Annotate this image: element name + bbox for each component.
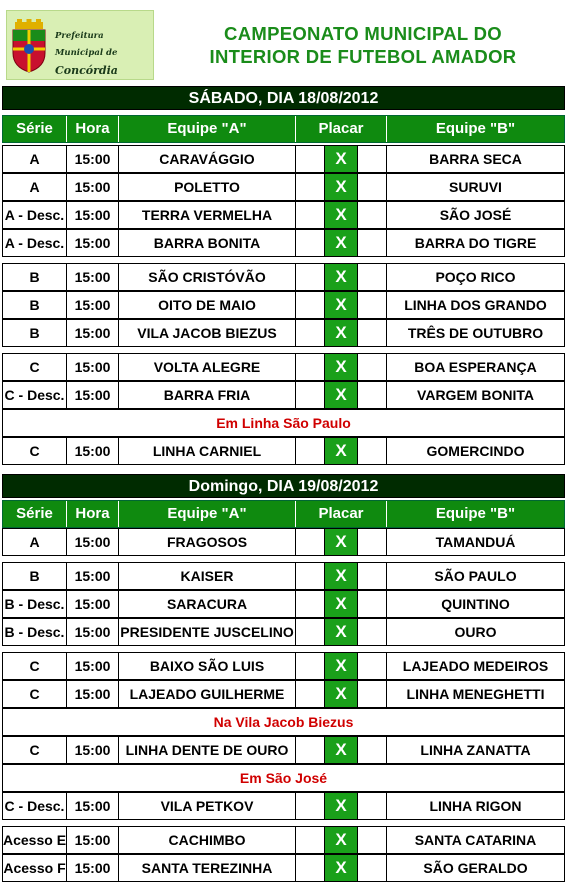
- score-b-cell: [358, 619, 387, 645]
- serie-cell: B: [3, 320, 67, 346]
- score-b-cell: [358, 354, 387, 380]
- equipe-b-cell: LAJEADO MEDEIROS: [402, 658, 549, 674]
- column-header-placar: Placar: [296, 501, 387, 527]
- match-row: [2, 173, 565, 201]
- score-b-cell: [358, 292, 387, 318]
- score-separator: X: [325, 146, 358, 172]
- equipe-b-cell: SANTA CATARINA: [414, 832, 537, 848]
- column-header-equipe-a: Equipe "A": [119, 501, 296, 527]
- serie-cell: C: [3, 438, 67, 464]
- serie-cell: C: [3, 681, 67, 707]
- hora-cell: 15:00: [67, 591, 119, 617]
- score-a-cell: [296, 619, 325, 645]
- serie-cell: A: [3, 174, 67, 200]
- match-row: [2, 437, 565, 465]
- column-header-hora: Hora: [67, 116, 119, 142]
- score-a-cell: [296, 591, 325, 617]
- score-separator: X: [325, 202, 358, 228]
- equipe-a-cell: VOLTA ALEGRE: [119, 354, 296, 380]
- equipe-a-cell: SANTA TEREZINHA: [119, 855, 296, 881]
- serie-cell: B: [3, 292, 67, 318]
- hora-cell: 15:00: [67, 563, 119, 589]
- score-separator: X: [325, 292, 358, 318]
- score-a-cell: [296, 382, 325, 408]
- score-a-cell: [296, 174, 325, 200]
- match-row: [2, 145, 565, 173]
- column-header-equipe-b: Equipe "B": [435, 120, 516, 137]
- page-title: [158, 22, 567, 68]
- hora-cell: 15:00: [67, 681, 119, 707]
- hora-cell: 15:00: [67, 264, 119, 290]
- hora-cell: 15:00: [67, 529, 119, 555]
- serie-cell: B - Desc.: [3, 591, 67, 617]
- serie-cell: A: [3, 146, 67, 172]
- hora-cell: 15:00: [67, 619, 119, 645]
- equipe-a-cell: OITO DE MAIO: [119, 292, 296, 318]
- score-separator: X: [325, 264, 358, 290]
- equipe-b-cell: SÃO PAULO: [434, 568, 517, 584]
- score-a-cell: [296, 653, 325, 679]
- score-b-cell: [358, 529, 387, 555]
- prefeitura-logo: [6, 10, 154, 80]
- serie-cell: Acesso F: [3, 855, 67, 881]
- title-line-1: CAMPEONATO MUNICIPAL DO: [224, 23, 502, 44]
- equipe-a-cell: POLETTO: [119, 174, 296, 200]
- equipe-b-cell: LINHA ZANATTA: [420, 742, 531, 758]
- equipe-b-cell: LINHA MENEGHETTI: [406, 686, 545, 702]
- match-row: [2, 590, 565, 618]
- score-separator: X: [325, 174, 358, 200]
- equipe-a-cell: CARAVÁGGIO: [119, 146, 296, 172]
- score-b-cell: [358, 653, 387, 679]
- match-row: [2, 528, 565, 556]
- venue-note: Em Linha São Paulo: [2, 409, 565, 437]
- equipe-b-cell: QUINTINO: [441, 596, 510, 612]
- score-b-cell: [358, 737, 387, 763]
- match-row: [2, 618, 565, 646]
- equipe-a-cell: LINHA DENTE DE OURO: [119, 737, 296, 763]
- page-header: [0, 0, 567, 86]
- column-header-serie: Série: [3, 501, 67, 527]
- column-header-placar: Placar: [296, 116, 387, 142]
- score-a-cell: [296, 292, 325, 318]
- column-header-equipe-b: Equipe "B": [435, 505, 516, 522]
- score-a-cell: [296, 202, 325, 228]
- equipe-a-cell: FRAGOSOS: [119, 529, 296, 555]
- hora-cell: 15:00: [67, 855, 119, 881]
- serie-cell: C - Desc.: [3, 793, 67, 819]
- equipe-b-cell: OURO: [454, 624, 497, 640]
- score-separator: X: [325, 653, 358, 679]
- score-separator: X: [325, 354, 358, 380]
- hora-cell: 15:00: [67, 354, 119, 380]
- equipe-b-cell: VARGEM BONITA: [417, 387, 534, 403]
- serie-cell: C: [3, 737, 67, 763]
- hora-cell: 15:00: [67, 202, 119, 228]
- match-row: [2, 319, 565, 347]
- equipe-a-cell: BARRA FRIA: [119, 382, 296, 408]
- equipe-b-cell: LINHA DOS GRANDO: [404, 297, 547, 313]
- hora-cell: 15:00: [67, 146, 119, 172]
- match-row: [2, 353, 565, 381]
- column-header-hora: Hora: [67, 501, 119, 527]
- score-b-cell: [358, 146, 387, 172]
- title-line-2: INTERIOR DE FUTEBOL AMADOR: [209, 46, 517, 67]
- score-b-cell: [358, 681, 387, 707]
- score-b-cell: [358, 438, 387, 464]
- equipe-a-cell: VILA PETKOV: [119, 793, 296, 819]
- serie-cell: Acesso E: [3, 827, 67, 853]
- serie-cell: A - Desc.: [3, 230, 67, 256]
- hora-cell: 15:00: [67, 292, 119, 318]
- equipe-b-cell: BOA ESPERANÇA: [414, 359, 537, 375]
- equipe-b-cell: LINHA RIGON: [429, 798, 522, 814]
- hora-cell: 15:00: [67, 827, 119, 853]
- score-separator: X: [325, 529, 358, 555]
- score-a-cell: [296, 320, 325, 346]
- match-row: [2, 291, 565, 319]
- hora-cell: 15:00: [67, 230, 119, 256]
- match-row: [2, 854, 565, 882]
- score-separator: X: [325, 681, 358, 707]
- logo-line-1: Prefeitura Municipal de: [55, 31, 118, 58]
- equipe-b-cell: GOMERCINDO: [426, 443, 525, 459]
- logo-line-2: Concórdia: [55, 64, 118, 77]
- venue-note: Em São José: [2, 764, 565, 792]
- score-b-cell: [358, 855, 387, 881]
- hora-cell: 15:00: [67, 174, 119, 200]
- hora-cell: 15:00: [67, 737, 119, 763]
- equipe-a-cell: CACHIMBO: [119, 827, 296, 853]
- match-row: [2, 381, 565, 409]
- score-b-cell: [358, 320, 387, 346]
- equipe-b-cell: BARRA SECA: [429, 151, 522, 167]
- equipe-a-cell: SARACURA: [119, 591, 296, 617]
- score-separator: X: [325, 320, 358, 346]
- match-row: [2, 562, 565, 590]
- score-b-cell: [358, 591, 387, 617]
- serie-cell: C: [3, 653, 67, 679]
- score-a-cell: [296, 146, 325, 172]
- score-b-cell: [358, 563, 387, 589]
- match-row: [2, 680, 565, 708]
- hora-cell: 15:00: [67, 793, 119, 819]
- score-a-cell: [296, 563, 325, 589]
- column-header-row: [2, 500, 565, 528]
- match-row: [2, 263, 565, 291]
- serie-cell: B - Desc.: [3, 619, 67, 645]
- equipe-b-cell: SÃO GERALDO: [423, 860, 528, 876]
- equipe-a-cell: LAJEADO GUILHERME: [119, 681, 296, 707]
- equipe-b-cell: TAMANDUÁ: [435, 534, 516, 550]
- equipe-a-cell: LINHA CARNIEL: [119, 438, 296, 464]
- day-title: Domingo, DIA 19/08/2012: [2, 474, 565, 498]
- score-separator: X: [325, 382, 358, 408]
- hora-cell: 15:00: [67, 653, 119, 679]
- score-a-cell: [296, 264, 325, 290]
- column-header-row: [2, 115, 565, 143]
- score-separator: X: [325, 619, 358, 645]
- score-b-cell: [358, 827, 387, 853]
- score-a-cell: [296, 681, 325, 707]
- score-a-cell: [296, 855, 325, 881]
- column-header-serie: Série: [3, 116, 67, 142]
- equipe-b-cell: TRÊS DE OUTUBRO: [407, 325, 544, 341]
- score-separator: X: [325, 438, 358, 464]
- score-b-cell: [358, 382, 387, 408]
- match-row: [2, 792, 565, 820]
- score-a-cell: [296, 827, 325, 853]
- score-separator: X: [325, 591, 358, 617]
- score-a-cell: [296, 737, 325, 763]
- match-row: [2, 736, 565, 764]
- serie-cell: B: [3, 563, 67, 589]
- equipe-a-cell: SÃO CRISTÓVÃO: [119, 264, 296, 290]
- match-row: [2, 826, 565, 854]
- match-row: [2, 229, 565, 257]
- score-b-cell: [358, 174, 387, 200]
- equipe-a-cell: BAIXO SÃO LUIS: [119, 653, 296, 679]
- serie-cell: A: [3, 529, 67, 555]
- equipe-a-cell: TERRA VERMELHA: [119, 202, 296, 228]
- score-b-cell: [358, 230, 387, 256]
- serie-cell: B: [3, 264, 67, 290]
- hora-cell: 15:00: [67, 382, 119, 408]
- match-row: [2, 652, 565, 680]
- equipe-b-cell: SURUVI: [449, 179, 502, 195]
- score-separator: X: [325, 855, 358, 881]
- column-header-equipe-a: Equipe "A": [119, 116, 296, 142]
- equipe-a-cell: PRESIDENTE JUSCELINO: [119, 619, 296, 645]
- score-b-cell: [358, 264, 387, 290]
- equipe-b-cell: POÇO RICO: [435, 269, 516, 285]
- match-row: [2, 201, 565, 229]
- score-separator: X: [325, 563, 358, 589]
- score-a-cell: [296, 793, 325, 819]
- day-title: SÁBADO, DIA 18/08/2012: [2, 86, 565, 110]
- serie-cell: A - Desc.: [3, 202, 67, 228]
- score-b-cell: [358, 202, 387, 228]
- municipal-crest-icon: [11, 19, 47, 73]
- venue-note: Na Vila Jacob Biezus: [2, 708, 565, 736]
- equipe-a-cell: VILA JACOB BIEZUS: [119, 320, 296, 346]
- score-a-cell: [296, 438, 325, 464]
- serie-cell: C: [3, 354, 67, 380]
- score-a-cell: [296, 230, 325, 256]
- score-a-cell: [296, 354, 325, 380]
- score-a-cell: [296, 529, 325, 555]
- hora-cell: 15:00: [67, 320, 119, 346]
- hora-cell: 15:00: [67, 438, 119, 464]
- score-separator: X: [325, 827, 358, 853]
- equipe-a-cell: BARRA BONITA: [119, 230, 296, 256]
- equipe-b-cell: BARRA DO TIGRE: [414, 235, 537, 251]
- score-b-cell: [358, 793, 387, 819]
- score-separator: X: [325, 793, 358, 819]
- equipe-b-cell: SÃO JOSÉ: [439, 207, 512, 223]
- score-separator: X: [325, 737, 358, 763]
- serie-cell: C - Desc.: [3, 382, 67, 408]
- equipe-a-cell: KAISER: [119, 563, 296, 589]
- score-separator: X: [325, 230, 358, 256]
